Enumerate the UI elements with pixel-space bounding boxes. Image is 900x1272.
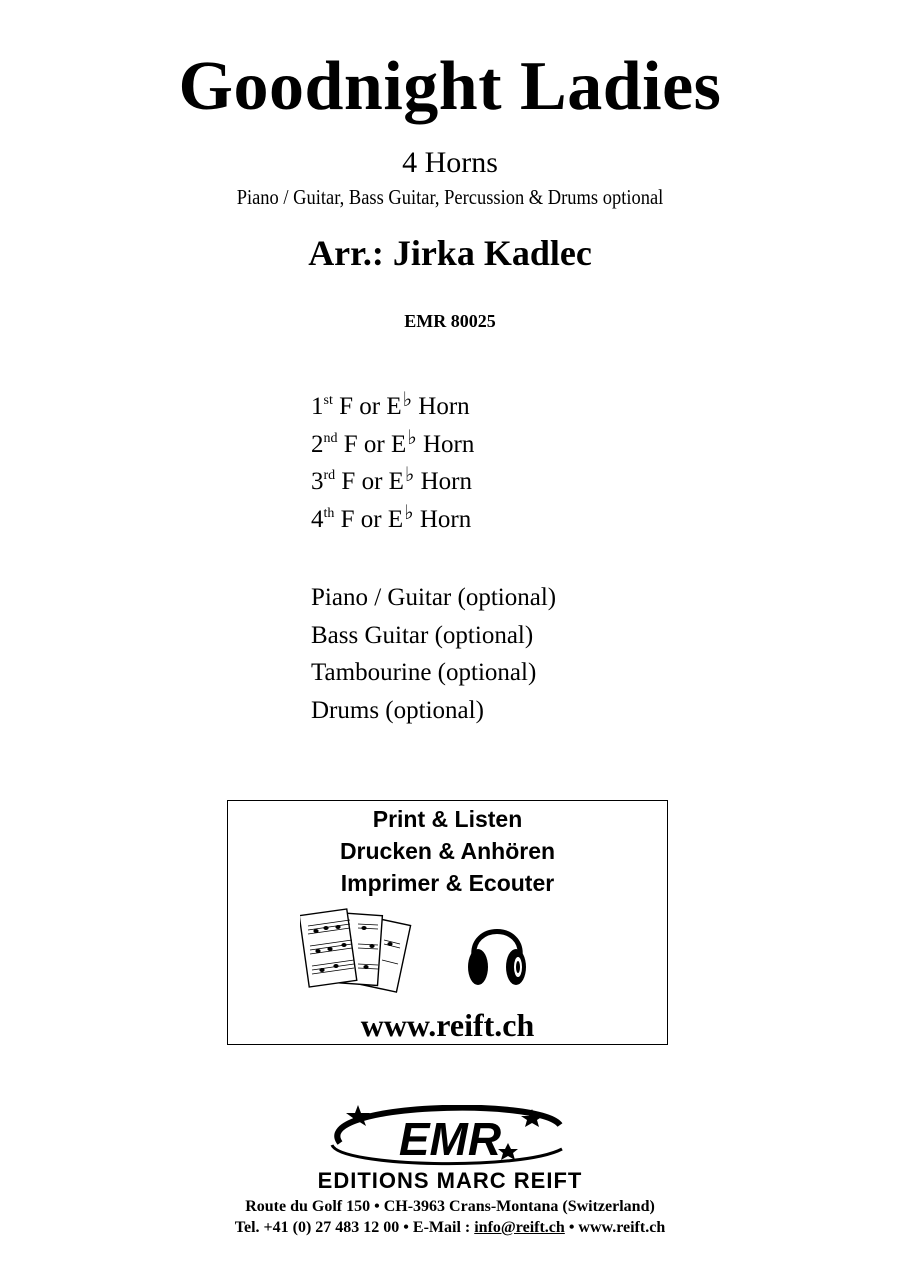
optional-part: Bass Guitar (optional) bbox=[311, 621, 534, 649]
promo-line-german: Drucken & Anhören bbox=[339, 838, 556, 864]
horn-parts-list bbox=[311, 388, 474, 539]
optional-part: Tambourine (optional) bbox=[311, 659, 537, 687]
arranger: Arr.: Jirka Kadlec bbox=[308, 233, 592, 273]
publisher-address: Route du Golf 150 • CH-3963 Crans-Montana (Switzerland) bbox=[245, 1198, 655, 1215]
horn-part-1: 1st F or E♭ Horn bbox=[311, 389, 470, 420]
publisher-contact: Tel. +41 (0) 27 483 12 00 • E-Mail : info@reift.ch • www.reift.ch bbox=[234, 1219, 666, 1236]
promo-website[interactable]: www.reift.ch bbox=[360, 1007, 535, 1043]
optional-instruments-line: Piano / Guitar, Bass Guitar, Percussion & Drums optional bbox=[236, 185, 664, 209]
headphones-icon bbox=[466, 913, 528, 993]
horn-part-2: 2nd F or E♭ Horn bbox=[311, 426, 475, 458]
flat-icon: ♭ bbox=[407, 426, 417, 449]
optional-parts-list bbox=[311, 579, 556, 730]
print-listen-box bbox=[227, 800, 668, 1045]
page-title: Goodnight Ladies bbox=[178, 48, 722, 125]
flat-icon: ♭ bbox=[404, 464, 415, 487]
promo-line-french: Imprimer & Ecouter bbox=[340, 870, 555, 896]
horn-part-4: 4th F or E♭ Horn bbox=[311, 502, 472, 534]
scoring: 4 Horns bbox=[402, 146, 498, 179]
email-link[interactable]: info@reift.ch bbox=[474, 1219, 565, 1236]
catalog-number: EMR 80025 bbox=[404, 311, 496, 331]
flat-icon: ♭ bbox=[402, 389, 413, 411]
publisher-name: EDITIONS MARC REIFT bbox=[317, 1168, 583, 1193]
svg-text:EMR: EMR bbox=[398, 1113, 502, 1165]
optional-part: Piano / Guitar (optional) bbox=[311, 584, 557, 611]
flat-icon: ♭ bbox=[404, 502, 414, 525]
horn-part-3: 3rd F or E♭ Horn bbox=[311, 464, 472, 496]
promo-line-english: Print & Listen bbox=[372, 806, 523, 832]
optional-part: Drums (optional) bbox=[311, 697, 484, 725]
sheet-music-icon bbox=[300, 906, 412, 998]
